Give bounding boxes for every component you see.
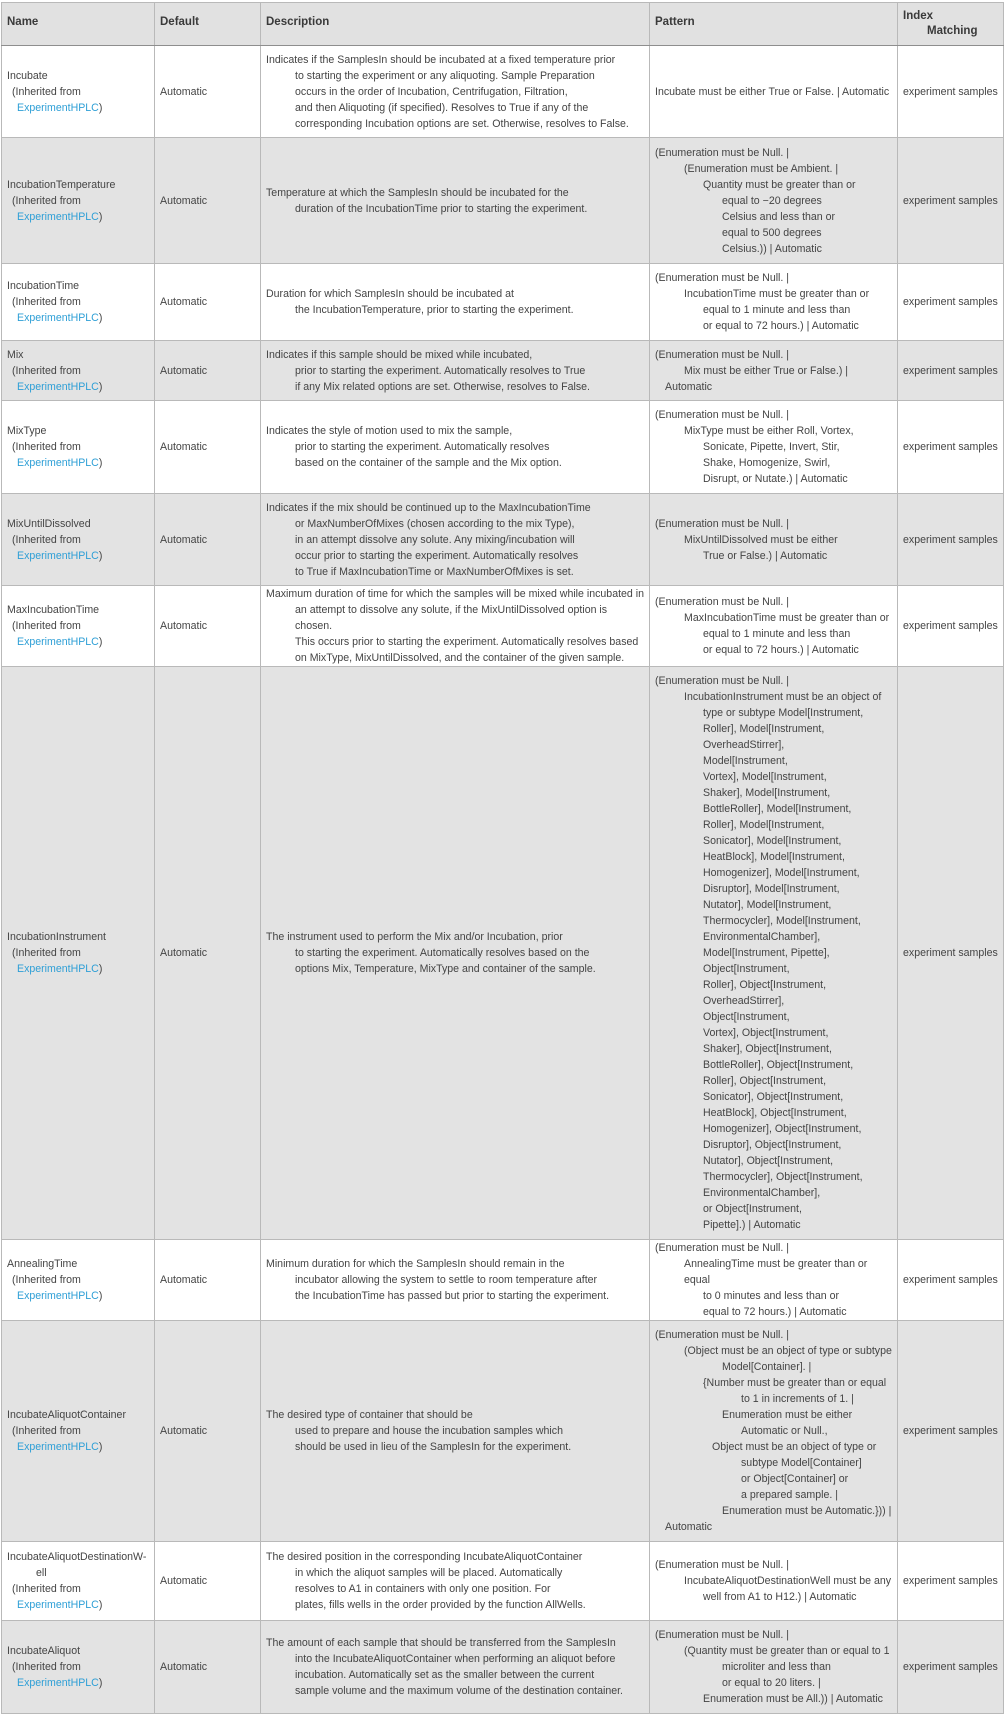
pattern-line: (Enumeration must be Null. | (655, 517, 790, 530)
description-line: occur prior to starting the experiment. Automatically resolves (295, 549, 579, 562)
description-line: corresponding Incubation options are set. Otherwise, resolves to False. (295, 117, 629, 130)
experimenthplc-link[interactable]: ExperimentHPLC (17, 1599, 99, 1611)
inherited-label: (Inherited from (12, 620, 81, 632)
pattern-cell (650, 586, 898, 667)
header-index-line1: Index (903, 10, 934, 22)
pattern-line: microliter and less than (722, 1661, 831, 1673)
description-line: The amount of each sample that should be transferred from the SamplesIn (266, 1637, 616, 1649)
option-name: MaxIncubationTime (7, 604, 100, 616)
inherited-close: ) (98, 549, 103, 562)
pattern-line: Sonicate, Pipette, Invert, Stir, (703, 441, 840, 453)
pattern-line: BottleRoller], Object[Instrument, (703, 1059, 854, 1071)
inherited-close: ) (98, 457, 103, 469)
inherited-label: (Inherited from (12, 533, 81, 546)
inherited-close: ) (98, 380, 103, 393)
pattern-line: Enumeration must be either (722, 1409, 853, 1421)
option-name: MixUntilDissolved (7, 517, 91, 530)
pattern-line: Celsius and less than or (722, 210, 836, 223)
pattern-line: Homogenizer], Model[Instrument, (703, 867, 860, 879)
inherited-close: ) (98, 1599, 103, 1611)
experimenthplc-link[interactable]: ExperimentHPLC (17, 1677, 99, 1689)
inherited-label: (Inherited from (12, 1274, 81, 1286)
pattern-line: (Enumeration must be Null. | (655, 1559, 790, 1571)
description-line: The instrument used to perform the Mix and/or Incubation, prior (266, 931, 563, 943)
default-cell: Automatic (155, 1621, 261, 1714)
description-cell (261, 341, 650, 401)
experimenthplc-link[interactable]: ExperimentHPLC (17, 210, 99, 223)
pattern-line: Object[Instrument, (703, 1011, 790, 1023)
table-row-annealingtime (2, 1240, 1004, 1321)
index-matching-cell: experiment samples (898, 46, 1004, 138)
pattern-line: to 1 in increments of 1. | (741, 1393, 854, 1405)
description-line: in an attempt dissolve any solute. Any mixing/incubation will (295, 533, 575, 546)
experimenthplc-link[interactable]: ExperimentHPLC (17, 1441, 99, 1453)
description-cell (261, 1240, 650, 1321)
inherited-close: ) (98, 963, 103, 975)
inherited-label: (Inherited from (12, 296, 81, 308)
pattern-cell (650, 341, 898, 401)
option-name: Mix (7, 348, 24, 361)
default-cell: Automatic (155, 138, 261, 264)
description-line: Maximum duration of time for which the samples will be mixed while incubated in (266, 588, 645, 600)
pattern-line: Vortex], Model[Instrument, (703, 771, 827, 783)
inherited-label: (Inherited from (12, 194, 81, 207)
description-cell (261, 401, 650, 494)
table-row-mixuntildissolved (2, 494, 1004, 586)
description-line: resolves to A1 in containers with only one position. For (295, 1583, 551, 1595)
inherited-label: (Inherited from (12, 1425, 81, 1437)
pattern-line: (Enumeration must be Null. | (655, 146, 790, 159)
pattern-line: a prepared sample. | (741, 1489, 838, 1501)
description-line: The desired position in the corresponding IncubateAliquotContainer (266, 1551, 583, 1563)
description-line: used to prepare and house the incubation samples which (295, 1425, 563, 1437)
description-line: Duration for which SamplesIn should be incubated at (266, 288, 514, 300)
pattern-line: EnvironmentalChamber], (703, 931, 821, 943)
description-line: if any Mix related options are set. Otherwise, resolves to False. (295, 380, 590, 393)
default-cell: Automatic (155, 264, 261, 341)
pattern-line: Enumeration must be All.)) | Automatic (703, 1693, 883, 1705)
description-line: Indicates the style of motion used to mix the sample, (266, 425, 513, 437)
pattern-line: BottleRoller], Model[Instrument, (703, 803, 852, 815)
table-row-incubatealiquot (2, 1621, 1004, 1714)
description-line: to True if MaxIncubationTime or MaxNumberOfMixes is set. (295, 565, 574, 578)
pattern-line: EnvironmentalChamber], (703, 1187, 821, 1199)
pattern-line: (Enumeration must be Null. | (655, 596, 790, 608)
pattern-line: (Enumeration must be Ambient. | (684, 162, 839, 175)
pattern-line: MaxIncubationTime must be greater than or (684, 612, 890, 624)
pattern-line: (Enumeration must be Null. | (655, 675, 790, 687)
option-name-line1: IncubateAliquotDestinationW- (7, 1551, 147, 1563)
description-cell (261, 264, 650, 341)
index-matching-cell: experiment samples (898, 401, 1004, 494)
pattern-line: Sonicator], Object[Instrument, (703, 1091, 844, 1103)
pattern-line: Shaker], Model[Instrument, (703, 787, 831, 799)
pattern-cell (650, 401, 898, 494)
pattern-line: Vortex], Object[Instrument, (703, 1027, 829, 1039)
description-line: into the IncubateAliquotContainer when performing an aliquot before (295, 1653, 616, 1665)
pattern-cell (650, 494, 898, 586)
pattern-line: subtype Model[Container] (741, 1457, 862, 1469)
description-line: duration of the IncubationTime prior to starting the experiment. (295, 202, 588, 215)
pattern-line: Roller], Object[Instrument, (703, 1075, 827, 1087)
index-matching-cell: experiment samples (898, 1542, 1004, 1621)
index-matching-cell: experiment samples (898, 1621, 1004, 1714)
description-line: plates, fills wells in the order provided by the function AllWells. (295, 1599, 586, 1611)
default-cell: Automatic (155, 494, 261, 586)
description-line: to starting the experiment or any aliquoting. Sample Preparation (295, 69, 595, 82)
pattern-line: Thermocycler], Model[Instrument, (703, 915, 861, 927)
description-cell (261, 46, 650, 138)
table-row-incubatealiquotdestinationwell (2, 1542, 1004, 1621)
table-row-incubationtemperature (2, 138, 1004, 264)
inherited-label: (Inherited from (12, 441, 81, 453)
description-line: prior to starting the experiment. Automatically resolves to True (295, 364, 586, 377)
index-matching-cell: experiment samples (898, 341, 1004, 401)
description-line: and then Aliquoting (if specified). Resolves to True if any of the (295, 101, 589, 114)
experimenthplc-link[interactable]: ExperimentHPLC (17, 101, 99, 114)
default-cell: Automatic (155, 401, 261, 494)
default-cell: Automatic (155, 586, 261, 667)
inherited-close: ) (98, 636, 103, 648)
name-cell (2, 46, 155, 138)
name-cell (2, 1321, 155, 1542)
pattern-line: HeatBlock], Model[Instrument, (703, 851, 845, 863)
pattern-line: Model[Container]. | (722, 1361, 812, 1373)
pattern-line: IncubationTime must be greater than or (684, 288, 870, 300)
table-row-incubatealiquotcontainer (2, 1321, 1004, 1542)
description-line: incubation. Automatically set as the smaller between the current (295, 1669, 595, 1681)
description-line: Indicates if the SamplesIn should be incubated at a fixed temperature prior (266, 53, 616, 66)
inherited-close: ) (98, 1290, 103, 1302)
inherited-close: ) (98, 312, 103, 324)
header-name: Name (2, 3, 155, 46)
pattern-line: (Enumeration must be Null. | (655, 348, 790, 361)
pattern-line: Quantity must be greater than or (703, 178, 856, 191)
index-matching-cell: experiment samples (898, 494, 1004, 586)
pattern-line: Enumeration must be Automatic.})) | (722, 1505, 892, 1517)
pattern-line: Nutator], Object[Instrument, (703, 1155, 834, 1167)
pattern-line: Homogenizer], Object[Instrument, (703, 1123, 862, 1135)
index-matching-cell: experiment samples (898, 667, 1004, 1240)
inherited-label: (Inherited from (12, 85, 81, 98)
pattern-line: (Enumeration must be Null. | (655, 1629, 790, 1641)
name-cell (2, 1542, 155, 1621)
description-line: The desired type of container that should be (266, 1409, 473, 1421)
default-cell: Automatic (155, 667, 261, 1240)
experimenthplc-link[interactable]: ExperimentHPLC (17, 963, 99, 975)
table-row-incubate (2, 46, 1004, 138)
name-cell (2, 1621, 155, 1714)
header-default: Default (155, 3, 261, 46)
pattern-line: AnnealingTime must be greater than or equal (684, 1258, 868, 1286)
pattern-line: HeatBlock], Object[Instrument, (703, 1107, 847, 1119)
pattern-cell (650, 1542, 898, 1621)
pattern-line: Sonicator], Model[Instrument, (703, 835, 842, 847)
inherited-label: (Inherited from (12, 947, 81, 959)
description-line: the IncubationTemperature, prior to starting the experiment. (295, 304, 574, 316)
pattern-line: IncubationInstrument must be an object of (684, 691, 882, 703)
header-index-matching (898, 3, 1004, 46)
options-table-container (1, 2, 1003, 1714)
pattern-line: equal to 500 degrees (722, 226, 822, 239)
pattern-cell (650, 1621, 898, 1714)
pattern-line: Nutator], Model[Instrument, (703, 899, 832, 911)
pattern-line: Object must be an object of type or (712, 1441, 877, 1453)
inherited-close: ) (98, 1677, 103, 1689)
name-cell (2, 264, 155, 341)
default-cell: Automatic (155, 1240, 261, 1321)
description-line: Indicates if this sample should be mixed while incubated, (266, 348, 533, 361)
index-matching-cell: experiment samples (898, 1321, 1004, 1542)
name-cell (2, 586, 155, 667)
pattern-line: (Enumeration must be Null. | (655, 272, 790, 284)
description-line: prior to starting the experiment. Automatically resolves (295, 441, 550, 453)
options-table (1, 2, 1004, 1714)
pattern-line: equal to 1 minute and less than (703, 628, 851, 640)
pattern-line: Celsius.)) | Automatic (722, 242, 822, 255)
pattern-line: Object[Instrument, (703, 963, 790, 975)
header-pattern: Pattern (650, 3, 898, 46)
pattern-line: (Enumeration must be Null. | (655, 1329, 790, 1341)
pattern-cell (650, 1321, 898, 1542)
name-cell (2, 667, 155, 1240)
pattern-line: Automatic (665, 1521, 713, 1533)
pattern-line: or Object[Container] or (741, 1473, 849, 1485)
pattern-line: type or subtype Model[Instrument, (703, 707, 864, 719)
pattern-line: Disrupt, or Nutate.) | Automatic (703, 473, 848, 485)
description-cell (261, 586, 650, 667)
pattern-cell (650, 138, 898, 264)
description-line: to starting the experiment. Automatically resolves based on the (295, 947, 590, 959)
description-line: in which the aliquot samples will be placed. Automatically (295, 1567, 563, 1579)
experimenthplc-link[interactable]: ExperimentHPLC (17, 380, 99, 393)
pattern-line: Automatic or Null., (741, 1425, 828, 1437)
option-name: IncubationTime (7, 280, 80, 292)
table-row-incubationinstrument (2, 667, 1004, 1240)
description-line: Minimum duration for which the SamplesIn should remain in the (266, 1258, 565, 1270)
experimenthplc-link[interactable]: ExperimentHPLC (17, 457, 99, 469)
experimenthplc-link[interactable]: ExperimentHPLC (17, 1290, 99, 1302)
index-matching-cell: experiment samples (898, 586, 1004, 667)
pattern-line: Incubate must be either True or False. | Automatic (655, 85, 890, 98)
pattern-line: MixType must be either Roll, Vortex, (684, 425, 854, 437)
pattern-line: (Enumeration must be Null. | (655, 1242, 790, 1254)
index-matching-cell: experiment samples (898, 138, 1004, 264)
option-name-line2: ell (36, 1567, 47, 1579)
experimenthplc-link[interactable]: ExperimentHPLC (17, 549, 99, 562)
pattern-line: or equal to 72 hours.) | Automatic (703, 644, 859, 656)
pattern-line: or equal to 20 liters. | (722, 1677, 821, 1689)
description-line: This occurs prior to starting the experiment. Automatically resolves based (295, 636, 639, 648)
default-cell: Automatic (155, 1321, 261, 1542)
description-cell (261, 667, 650, 1240)
experimenthplc-link[interactable]: ExperimentHPLC (17, 636, 99, 648)
name-cell (2, 138, 155, 264)
default-cell: Automatic (155, 1542, 261, 1621)
inherited-label: (Inherited from (12, 1661, 81, 1673)
pattern-line: equal to 1 minute and less than (703, 304, 851, 316)
option-name: IncubationTemperature (7, 178, 116, 191)
option-name: IncubateAliquot (7, 1645, 81, 1657)
option-name: Incubate (7, 69, 48, 82)
pattern-line: Disruptor], Object[Instrument, (703, 1139, 842, 1151)
pattern-line: equal to −20 degrees (722, 194, 822, 207)
pattern-line: OverheadStirrer], (703, 739, 785, 751)
description-cell (261, 1621, 650, 1714)
pattern-line: Disruptor], Model[Instrument, (703, 883, 840, 895)
description-line: or MaxNumberOfMixes (chosen according to the mix Type), (295, 517, 575, 530)
description-line: on MixType, MixUntilDissolved, and the container of the given sample. (295, 652, 625, 664)
pattern-line: or Object[Instrument, (703, 1203, 802, 1215)
description-cell (261, 138, 650, 264)
inherited-close: ) (98, 1441, 103, 1453)
header-description: Description (261, 3, 650, 46)
pattern-line: Roller], Object[Instrument, (703, 979, 827, 991)
description-line: Indicates if the mix should be continued up to the MaxIncubationTime (266, 501, 591, 514)
inherited-close: ) (98, 101, 103, 114)
description-line: options Mix, Temperature, MixType and container of the sample. (295, 963, 596, 975)
option-name: MixType (7, 425, 47, 437)
pattern-line: OverheadStirrer], (703, 995, 785, 1007)
pattern-cell (650, 264, 898, 341)
description-line: incubator allowing the system to settle to room temperature after (295, 1274, 598, 1286)
experimenthplc-link[interactable]: ExperimentHPLC (17, 312, 99, 324)
pattern-line: Shaker], Object[Instrument, (703, 1043, 832, 1055)
pattern-line: or equal to 72 hours.) | Automatic (703, 320, 859, 332)
default-cell: Automatic (155, 46, 261, 138)
pattern-line: (Enumeration must be Null. | (655, 409, 790, 421)
inherited-label: (Inherited from (12, 1583, 81, 1595)
pattern-line: Model[Instrument, Pipette], (703, 947, 830, 959)
table-row-maxincubationtime (2, 586, 1004, 667)
name-cell (2, 401, 155, 494)
option-name: IncubateAliquotContainer (7, 1409, 126, 1421)
inherited-label: (Inherited from (12, 364, 81, 377)
index-matching-cell: experiment samples (898, 1240, 1004, 1321)
description-line: should be used in lieu of the SamplesIn for the experiment. (295, 1441, 572, 1453)
option-name: IncubationInstrument (7, 931, 106, 943)
description-cell (261, 1542, 650, 1621)
header-index-line2: Matching (927, 25, 978, 37)
pattern-line: (Quantity must be greater than or equal to 1 (684, 1645, 890, 1657)
description-line: based on the container of the sample and the Mix option. (295, 457, 562, 469)
pattern-line: Shake, Homogenize, Swirl, (703, 457, 831, 469)
pattern-line: equal to 72 hours.) | Automatic (703, 1306, 847, 1318)
table-row-mix (2, 341, 1004, 401)
option-name: AnnealingTime (7, 1258, 78, 1270)
pattern-line: {Number must be greater than or equal (703, 1377, 887, 1389)
pattern-line: (Object must be an object of type or subtype (684, 1345, 892, 1357)
pattern-line: Roller], Model[Instrument, (703, 819, 825, 831)
table-row-incubationtime (2, 264, 1004, 341)
description-line: sample volume and the maximum volume of the destination container. (295, 1685, 623, 1697)
header-row (2, 3, 1004, 46)
pattern-line: well from A1 to H12.) | Automatic (703, 1591, 857, 1603)
pattern-cell (650, 1240, 898, 1321)
pattern-cell (650, 46, 898, 138)
description-line: occurs in the order of Incubation, Centrifugation, Filtration, (295, 85, 568, 98)
inherited-close: ) (98, 210, 103, 223)
pattern-cell (650, 667, 898, 1240)
pattern-line: MixUntilDissolved must be either (684, 533, 838, 546)
description-line: an attempt to dissolve any solute, if the MixUntilDissolved option is chosen. (295, 604, 608, 632)
pattern-line: IncubateAliquotDestinationWell must be any (684, 1575, 892, 1587)
pattern-line: to 0 minutes and less than or (703, 1290, 840, 1302)
pattern-line: Automatic (665, 380, 713, 393)
index-matching-cell: experiment samples (898, 264, 1004, 341)
pattern-line: Roller], Model[Instrument, (703, 723, 825, 735)
description-cell (261, 1321, 650, 1542)
pattern-line: Mix must be either True or False.) | (684, 364, 849, 377)
default-cell: Automatic (155, 341, 261, 401)
pattern-line: Thermocycler], Object[Instrument, (703, 1171, 863, 1183)
name-cell (2, 494, 155, 586)
pattern-line: Model[Instrument, (703, 755, 788, 767)
description-line: the IncubationTime has passed but prior to starting the experiment. (295, 1290, 610, 1302)
name-cell (2, 341, 155, 401)
name-cell (2, 1240, 155, 1321)
table-row-mixtype (2, 401, 1004, 494)
pattern-line: Pipette].) | Automatic (703, 1219, 801, 1231)
description-line: Temperature at which the SamplesIn should be incubated for the (266, 186, 569, 199)
pattern-line: True or False.) | Automatic (703, 549, 828, 562)
description-cell (261, 494, 650, 586)
